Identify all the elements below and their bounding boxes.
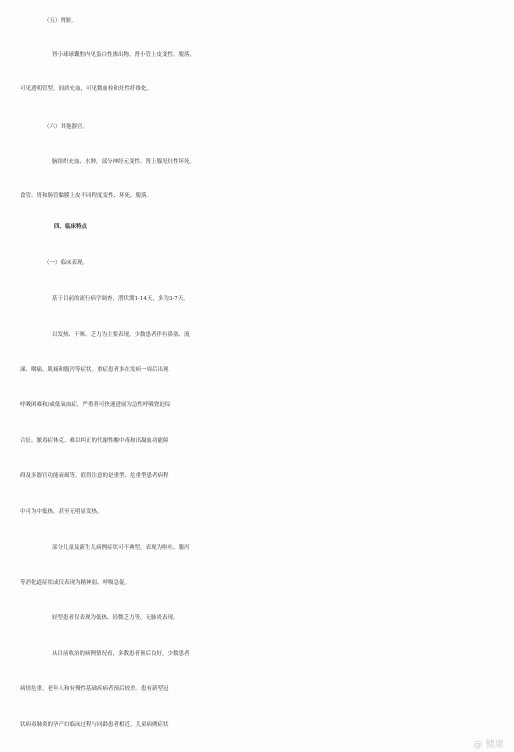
paragraph-line: 等消化道症状或仅表现为精神弱、呼吸急促。 — [20, 580, 131, 586]
paragraph-line: 轻型患者仅表现为低热、轻微乏力等，无肺炎表现。 — [52, 615, 179, 621]
paragraph-line: 状病毒肺炎的孕产妇临床过程与同龄患者相近。儿童病例症状 — [20, 722, 169, 728]
paragraph-line: 涕、咽痛、肌痛和腹泻等症状。重症患者多在发病一周后出现 — [20, 367, 169, 373]
paragraph-line: 肾小球球囊腔内见蛋白性渗出物，肾小管上皮变性、脱落， — [52, 52, 196, 58]
paragraph-line: 食管、胃和肠管黏膜上皮不同程度变性、坏死、脱落。 — [20, 193, 153, 199]
paragraph-line: 从目前收治的病例情况看，多数患者预后良好，少数患者 — [52, 651, 190, 657]
paragraph-line: 可见透明管型。间质充血，可见微血栓和灶性纤维化。 — [20, 86, 153, 92]
section-heading-other-organs: （六）其他器官。 — [44, 124, 89, 130]
section-heading-clinical-features: 四、临床特点 — [54, 224, 88, 230]
subsection-heading-clinical-manifestation: （一）临床表现。 — [44, 260, 89, 266]
paragraph-line: 部分儿童及新生儿病例症状可不典型，表现为呕吐、腹泻 — [52, 545, 190, 551]
section-heading-kidney: （五）肾脏。 — [44, 18, 78, 24]
paragraph-line: 呼吸困难和/或低氧血症，严重者可快速进展为急性呼吸窘迫综 — [20, 402, 171, 408]
paragraph-line: 脑组织充血、水肿，部分神经元变性。肾上腺见灶性坏死。 — [52, 159, 196, 165]
watermark-logo: @ 健康 — [473, 740, 504, 750]
paragraph-line: 合征、脓毒症休克、难以纠正的代谢性酸中毒和出凝血功能障 — [20, 438, 169, 444]
paragraph-line: 中可为中低热，甚至无明显发热。 — [20, 509, 103, 515]
paragraph-line: 碍及多器官功能衰竭等。值得注意的是重型、危重型患者病程 — [20, 473, 169, 479]
paragraph-line: 以发热、干咳、乏力为主要表现。少数患者伴有鼻塞、流 — [52, 332, 190, 338]
paragraph-line: 基于目前的流行病学调查，潜伏期1-14天，多为3-7天。 — [52, 296, 189, 302]
paragraph-line: 病情危重。老年人和有慢性基础疾病者预后较差。患有新型冠 — [20, 686, 169, 692]
